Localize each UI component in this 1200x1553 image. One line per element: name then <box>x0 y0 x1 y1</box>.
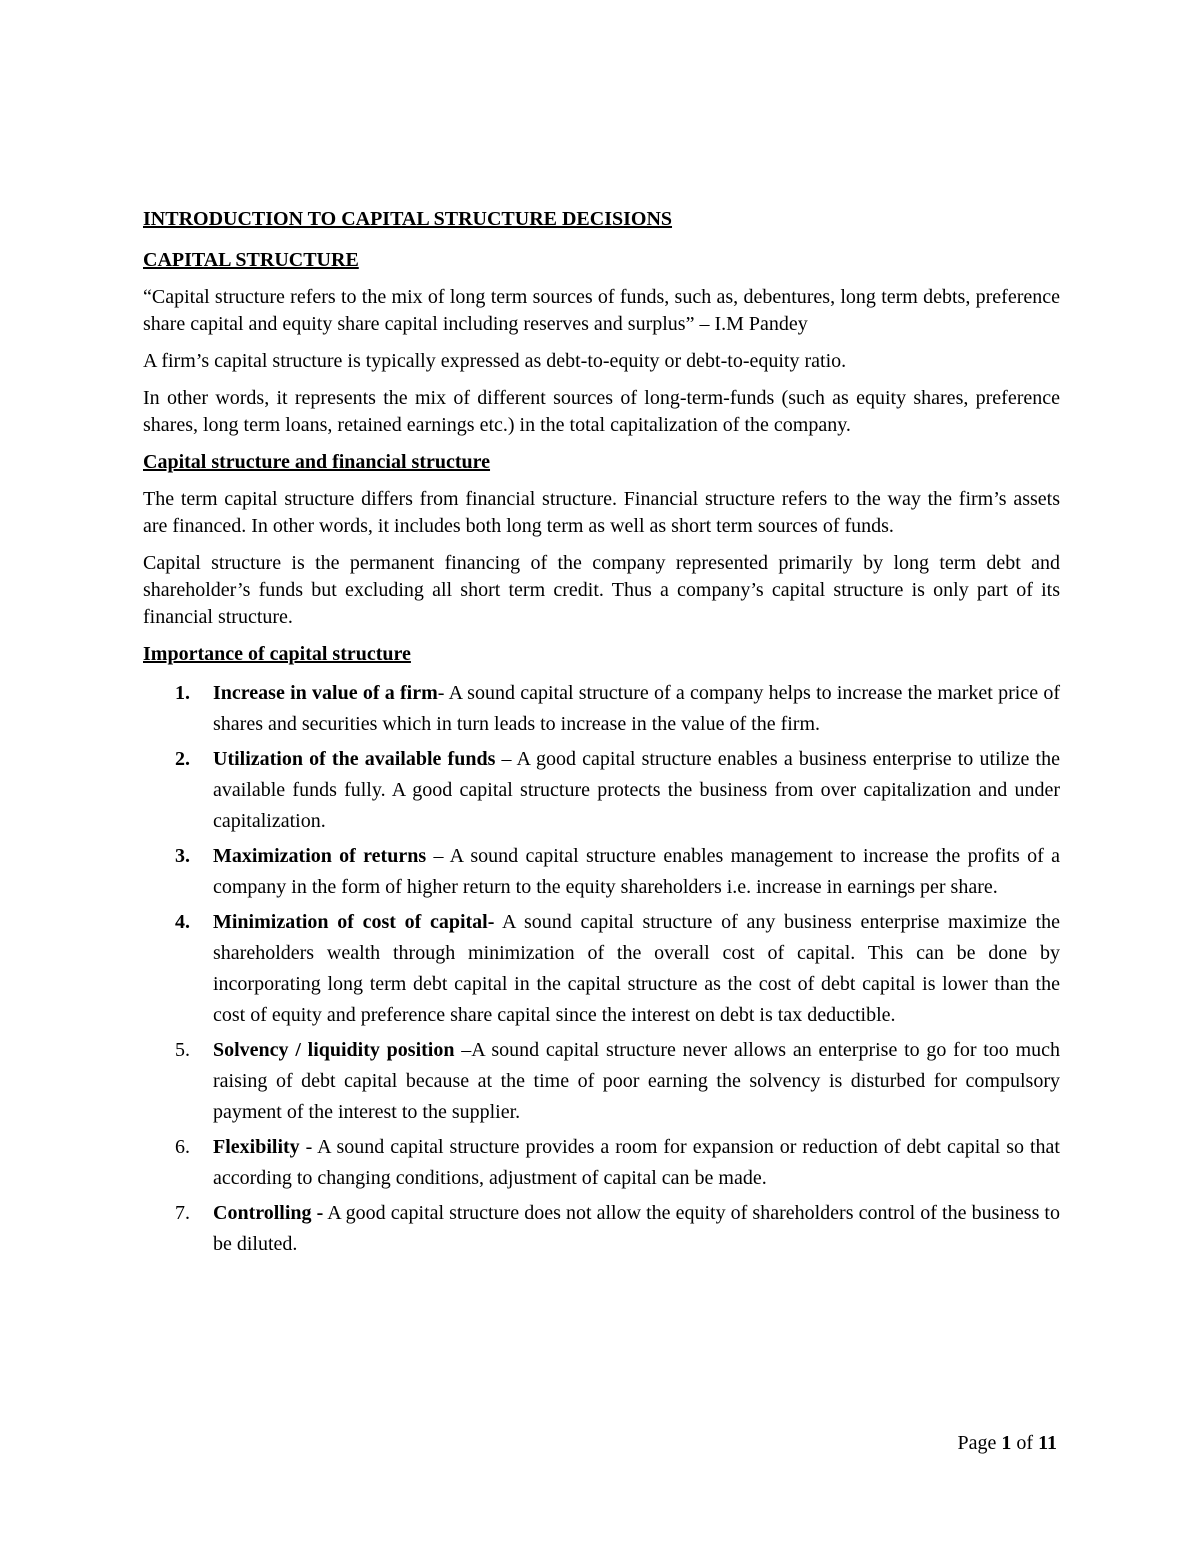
list-item-number: 6. <box>175 1136 190 1158</box>
list-item-text: – A good capital structure enables a business enterprise to utilize the available funds fully. A good capital structure protects the business from over capitalization and under capitalization. <box>213 748 1060 832</box>
list-item <box>143 678 1060 740</box>
list-item-term: Minimization of cost of capital- <box>213 911 495 933</box>
list-item-number: 5. <box>175 1039 190 1061</box>
list-item-text: A good capital structure does not allow the equity of shareholders control of the business to be diluted. <box>213 1202 1060 1255</box>
list-item <box>143 1132 1060 1194</box>
paragraph-definition-quote: “Capital structure refers to the mix of long term sources of funds, such as, debentures, long term debts, preference share capital and equity share capital including reserves and surplus” – I.M Pandey <box>143 286 1060 335</box>
list-item-number: 3. <box>175 845 190 867</box>
list-item-text: – A sound capital structure enables management to increase the profits of a company in the form of higher return to the equity shareholders i.e. increase in earnings per share. <box>213 845 1060 898</box>
section-heading-importance: Importance of capital structure <box>143 643 411 665</box>
list-item-term: Flexibility <box>213 1136 300 1158</box>
page-label: Page <box>957 1432 997 1454</box>
document-body <box>143 206 1060 1264</box>
list-item-number: 1. <box>175 682 190 704</box>
list-item-number: 7. <box>175 1202 190 1224</box>
list-item <box>143 1198 1060 1260</box>
total-pages-number: 11 <box>1038 1432 1057 1454</box>
list-item-term: Maximization of returns <box>213 845 427 867</box>
list-item <box>143 744 1060 837</box>
importance-list <box>143 678 1060 1260</box>
list-item-term: Controlling - <box>213 1202 324 1224</box>
document-title: INTRODUCTION TO CAPITAL STRUCTURE DECISIONS <box>143 208 673 230</box>
section-heading-financial-structure: Capital structure and financial structure <box>143 451 491 473</box>
section-heading-capital-structure: CAPITAL STRUCTURE <box>143 249 359 271</box>
list-item-text: A sound capital structure of any business enterprise maximize the shareholders wealth through minimization of the overall cost of capital. This can be done by incorporating long term debt capital in the capital structure as the cost of debt capital is lower than the cost of equity and preference share capital since the interest on debt is tax deductible. <box>213 911 1060 1026</box>
list-item-term: Utilization of the available funds <box>213 748 496 770</box>
list-item <box>143 1035 1060 1128</box>
list-item-number: 2. <box>175 748 190 770</box>
list-item-term: Solvency / liquidity position <box>213 1039 455 1061</box>
paragraph-permanent-financing: Capital structure is the permanent financing of the company represented primarily by long term debt and shareholder’s funds but excluding all short term credit. Thus a company’s capital structure is only part of its financial structure. <box>143 552 1060 628</box>
list-item-text: - A sound capital structure of a company helps to increase the market price of shares and securities which in turn leads to increase in the value of the firm. <box>213 682 1060 735</box>
paragraph-other-words: In other words, it represents the mix of different sources of long-term-funds (such as equity shares, preference shares, long term loans, retained earnings etc.) in the total capitalization of the company. <box>143 387 1060 436</box>
paragraph-differs: The term capital structure differs from financial structure. Financial structure refers to the way the firm’s assets are financed. In other words, it includes both long term as well as short term sources of funds. <box>143 488 1060 537</box>
paragraph-ratio: A firm’s capital structure is typically expressed as debt-to-equity or debt-to-equity ratio. <box>143 350 847 372</box>
list-item-term: Increase in value of a firm <box>213 682 438 704</box>
list-item-number: 4. <box>175 911 190 933</box>
list-item <box>143 841 1060 903</box>
list-item-text: –A sound capital structure never allows an enterprise to go for too much raising of debt capital because at the time of poor earning the solvency is disturbed for compulsory payment of the interest to the supplier. <box>213 1039 1061 1123</box>
of-label: of <box>1016 1432 1034 1454</box>
list-item-text: - A sound capital structure provides a room for expansion or reduction of debt capital so that according to changing conditions, adjustment of capital can be made. <box>213 1136 1060 1189</box>
current-page-number: 1 <box>1001 1432 1012 1454</box>
list-item <box>143 907 1060 1031</box>
page-number-footer <box>958 1430 1057 1457</box>
